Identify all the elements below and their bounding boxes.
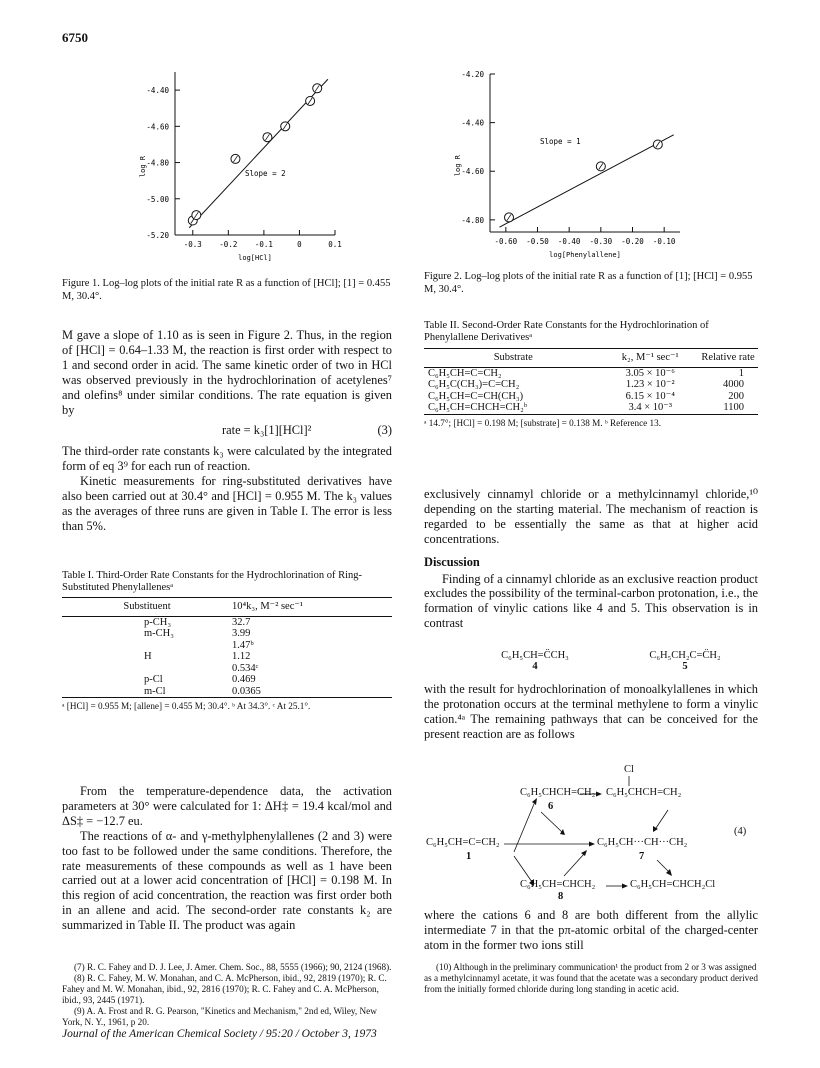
table-row bbox=[62, 663, 392, 675]
phenylallene-1: C₆H₅CH=C=CH₂ bbox=[426, 837, 500, 848]
rate-constant-cell: 3.05 × 10⁻⁶ bbox=[625, 367, 675, 379]
paragraph: where the cations 6 and 8 are both different from the allylic intermediate 7 in that the pπ-atomic orbital of the charged-center atom in the former two ions still bbox=[424, 908, 758, 952]
cation-4-formula: C₆H₅CH=C̈CH₃ bbox=[501, 650, 569, 661]
table-row bbox=[424, 402, 758, 414]
arrowhead bbox=[596, 792, 602, 797]
section-heading: Discussion bbox=[424, 554, 480, 569]
rate-constant-cell: 1.23 × 10⁻² bbox=[625, 379, 675, 390]
rate-constant-cell: 1.12 bbox=[232, 651, 251, 662]
scheme-arrows bbox=[424, 764, 758, 896]
equation-expression: rate = k₃[1][HCl]² bbox=[222, 423, 312, 438]
rate-constant-cell: 6.15 × 10⁻⁴ bbox=[625, 390, 675, 402]
slope-annotation: Slope = 1 bbox=[540, 137, 581, 146]
rate-constant-cell: 0.469 bbox=[232, 674, 256, 685]
arrow bbox=[514, 804, 534, 852]
y-tick-label: -4.60 bbox=[146, 122, 169, 132]
equation-4-number: (4) bbox=[734, 826, 747, 837]
cation-8: C₆H₅CH=CHCH₂ bbox=[520, 879, 596, 890]
y-tick-label: -4.80 bbox=[461, 215, 484, 225]
figure-2-caption: Figure 2. Log–log plots of the initial rate R as a function of [1]; [HCl] = 0.955 M, 30.4°. bbox=[424, 271, 753, 295]
label-8: 8 bbox=[558, 891, 564, 902]
x-tick-label: 0.1 bbox=[328, 240, 342, 249]
x-tick-label: -0.40 bbox=[557, 237, 581, 246]
rate-constant-cell: 32.7 bbox=[232, 616, 251, 628]
label-1: 1 bbox=[466, 851, 472, 862]
y-tick-label: -5.00 bbox=[146, 194, 169, 204]
table-header: Substrate bbox=[493, 352, 533, 363]
journal-line: Journal of the American Chemical Society / 95:20 / October 3, 1973 bbox=[62, 1028, 377, 1040]
equation-3 bbox=[62, 423, 392, 438]
slope-annotation: Slope = 2 bbox=[245, 169, 286, 178]
paragraph: M gave a slope of 1.10 as is seen in Figure 2. Thus, in the region of [HCl] = 0.64–1.33 M, the reaction is first order with respect to 1 and second order in acid. The same kinetic order of two in HCl was observed previously in the hydrochlorination of acetylenes⁷ and olefins⁸ under similar conditions. The rate equation is given by bbox=[62, 328, 392, 417]
y-tick-label: -4.40 bbox=[461, 118, 484, 128]
footnote: (8) R. C. Fahey, M. W. Monahan, and C. A. McPherson, ibid., 92, 2819 (1970); R. C. Fahey and M. W. Monahan, ibid., 92, 2816 (1970); R. C. Fahey and C. A. McPherson, ibid., 93, 2445 (1971). bbox=[62, 973, 387, 1005]
paragraph: From the temperature-dependence data, the activation parameters at 30° were calculated for 1: ΔH‡ = 19.4 kcal/mol and ΔS‡ = −12.7 eu. bbox=[62, 784, 392, 828]
y-tick-label: -4.60 bbox=[461, 167, 484, 177]
arrowhead bbox=[653, 826, 658, 832]
paragraph: The reactions of α- and γ-methylphenylallenes (2 and 3) were too fast to be followed under the same conditions. Therefore, the rate measurements of these compounds as well as 1 have been carried out at a lower acid concentration of [HCl] = 0.198 M. In this region of acid concentration, the reaction was first order both in an allene and acid. The second-order rate constants k₂ are summarized in Table II. The product was again bbox=[62, 828, 392, 933]
cation-4-number: 4 bbox=[532, 661, 538, 672]
table-header: Relative rate bbox=[701, 352, 755, 363]
arrowhead bbox=[589, 842, 595, 847]
table-row bbox=[62, 640, 392, 652]
arrow bbox=[541, 812, 562, 832]
y-tick-label: -5.20 bbox=[146, 231, 169, 240]
y-tick-label: -4.20 bbox=[461, 70, 484, 79]
x-tick-label: -0.30 bbox=[589, 237, 613, 246]
left-column bbox=[62, 328, 392, 534]
x-tick-label: 0 bbox=[297, 240, 302, 249]
allyl-cation-7: C₆H₅CH···CH···CH₂ bbox=[597, 837, 688, 848]
x-tick-label: -0.60 bbox=[494, 237, 518, 246]
paragraph: exclusively cinnamyl chloride or a methylcinnamyl chloride,¹⁰ depending on the starting material. The mechanism of reaction is regarded to be essentially the same as that at higher acid concentrations. bbox=[424, 487, 758, 546]
right-column-mid bbox=[424, 682, 758, 742]
x-tick-label: -0.2 bbox=[219, 240, 238, 249]
chloride-6-product: C₆H₅CHCH=CH₂ bbox=[606, 787, 682, 798]
table-row bbox=[62, 686, 392, 698]
equation-number: (3) bbox=[377, 423, 392, 438]
table-2-footnote: ᵃ 14.7°; [HCl] = 0.198 M; [substrate] = 0.138 M. ᵇ Reference 13. bbox=[424, 417, 662, 428]
figure-2-plot bbox=[448, 64, 693, 274]
substituent-cell: m-Cl bbox=[144, 685, 166, 697]
table-row bbox=[62, 616, 392, 628]
cation-5-number: 5 bbox=[682, 661, 688, 672]
x-axis-label: log[Phenylallene] bbox=[549, 251, 621, 259]
x-tick-label: -0.50 bbox=[526, 237, 549, 246]
right-footnote: (10) Although in the preliminary communication¹ the product from 2 or 3 was assigned as a methylcinnamyl acetate, it was found that the acetate was a secondary product derived from the initially formed chloride during long standing in acetic acid. bbox=[424, 962, 758, 994]
substituent-cell: p-Cl bbox=[144, 674, 163, 685]
fit-line bbox=[500, 135, 674, 227]
table-row bbox=[62, 674, 392, 686]
cinnamyl-chloride: C₆H₅CH=CHCH₂Cl bbox=[630, 879, 716, 890]
substrate-cell: C₆H₅CH=C=CH₂ bbox=[428, 367, 502, 379]
arrowhead bbox=[581, 850, 587, 856]
arrowhead bbox=[622, 884, 628, 889]
table-row bbox=[424, 379, 758, 391]
x-tick-label: -0.10 bbox=[652, 237, 676, 246]
scheme-cl: Cl bbox=[624, 764, 634, 775]
arrow bbox=[564, 854, 584, 876]
y-axis-label: log R bbox=[454, 155, 462, 177]
table-header: Substituent bbox=[123, 601, 171, 612]
paragraph: with the result for hydrochlorination of monoalkylallenes in which the protonation occurs at the terminal methylene to form a vinylic cation.⁴ᵃ The remaining pathways that can be conceived for the present reaction are as follows bbox=[424, 682, 758, 741]
cation-4 bbox=[480, 650, 590, 672]
table-row bbox=[424, 391, 758, 403]
y-tick-label: -4.40 bbox=[146, 86, 169, 96]
relative-rate-cell: 4000 bbox=[723, 379, 744, 390]
cation-5-formula: C₆H₅CH₂C=C̈H₂ bbox=[649, 650, 721, 661]
substituent-cell bbox=[62, 640, 232, 652]
table-header: k₂, M⁻¹ sec⁻¹ bbox=[621, 352, 679, 363]
relative-rate-cell: 1100 bbox=[723, 402, 744, 413]
substrate-cell: C₆H₅CH=C=CH(CH₃) bbox=[428, 390, 524, 402]
substituent-cell bbox=[62, 663, 232, 675]
footnote: (9) A. A. Frost and R. G. Pearson, "Kinetics and Mechanism," 2nd ed, Wiley, New York, N. Y., 1961, p 20. bbox=[62, 1006, 377, 1027]
table-1-footnote: ᵃ [HCl] = 0.955 M; [allene] = 0.455 M; 30.4°. ᵇ At 34.3°. ᶜ At 25.1°. bbox=[62, 701, 311, 711]
rate-constant-cell: 0.0365 bbox=[232, 685, 261, 697]
table-2-title: Table II. Second-Order Rate Constants for the Hydrochlorination of Phenylallene Derivativesᵃ bbox=[424, 320, 709, 343]
paragraph: The third-order rate constants k₃ were calculated by the integrated form of eq 3⁹ for each run of reaction. bbox=[62, 444, 392, 474]
figure-2 bbox=[448, 64, 693, 274]
cation-5 bbox=[630, 650, 740, 672]
cation-6: C₆H₅CHCH=CH₂ bbox=[520, 787, 596, 798]
table-row bbox=[62, 628, 392, 640]
left-column-lower bbox=[62, 784, 392, 933]
table-row bbox=[424, 367, 758, 379]
x-tick-label: -0.20 bbox=[621, 237, 644, 246]
table-header: 10⁴k₃, M⁻² sec⁻¹ bbox=[232, 601, 304, 612]
relative-rate-cell: 200 bbox=[728, 390, 744, 402]
figure-1-caption: Figure 1. Log–log plots of the initial rate R as a function of [HCl]; [1] = 0.455 M, 30.4°. bbox=[62, 278, 391, 302]
rate-constant-cell: 0.534ᶜ bbox=[232, 662, 259, 674]
arrow bbox=[656, 810, 668, 828]
paragraph: Finding of a cinnamyl chloride as an exclusive reaction product excludes the possibility of the terminal-carbon protonation, i.e., the formation of vinylic cations like 4 and 5. This observation is in contrast bbox=[424, 571, 758, 631]
substrate-cell: C₆H₅C(CH₃)=C=CH₂ bbox=[428, 379, 520, 390]
arrowhead bbox=[532, 798, 537, 805]
table-1-title: Table I. Third-Order Rate Constants for the Hydrochlorination of Ring-Substituted Phenylallenesᵃ bbox=[62, 570, 362, 593]
table-2-grid bbox=[424, 348, 758, 415]
right-column bbox=[424, 487, 758, 631]
table-row bbox=[62, 651, 392, 663]
table-1-grid bbox=[62, 597, 392, 698]
table-2 bbox=[424, 320, 758, 429]
x-tick-label: -0.3 bbox=[183, 240, 202, 249]
arrow bbox=[657, 860, 669, 872]
x-axis-label: log[HCl] bbox=[238, 254, 272, 262]
page-number: 6750 bbox=[62, 30, 88, 45]
y-tick-label: -4.80 bbox=[146, 158, 169, 168]
rate-constant-cell: 3.4 × 10⁻³ bbox=[628, 402, 672, 413]
label-6: 6 bbox=[548, 801, 554, 812]
footnote: (7) R. C. Fahey and D. J. Lee, J. Amer. Chem. Soc., 88, 5555 (1966); 90, 2124 (1968). bbox=[74, 962, 392, 972]
substituent-cell: m-CH₃ bbox=[144, 628, 174, 639]
paragraph: Kinetic measurements for ring-substituted derivatives have also been carried out at 30.4° and [HCl] = 0.955 M. The k₃ values as the averages of three runs are given in Table I. The error is less than 5%. bbox=[62, 474, 392, 533]
figure-1 bbox=[135, 66, 355, 271]
label-7: 7 bbox=[639, 851, 645, 862]
table-1 bbox=[62, 570, 392, 712]
rate-constant-cell: 3.99 bbox=[232, 628, 251, 639]
figure-1-plot bbox=[135, 66, 355, 271]
x-tick-label: -0.1 bbox=[254, 240, 273, 249]
substituent-cell: p-CH₃ bbox=[144, 616, 171, 628]
rate-constant-cell: 1.47ᵇ bbox=[232, 639, 254, 651]
reaction-scheme bbox=[424, 764, 758, 902]
left-footnotes bbox=[62, 962, 392, 1028]
arrowhead bbox=[560, 829, 565, 835]
right-column-lower bbox=[424, 908, 758, 953]
relative-rate-cell: 1 bbox=[738, 367, 744, 379]
substituent-cell: H bbox=[144, 651, 152, 662]
substrate-cell: C₆H₅CH=CHCH=CH₂ᵇ bbox=[428, 402, 528, 413]
y-axis-label: log R bbox=[139, 156, 147, 178]
